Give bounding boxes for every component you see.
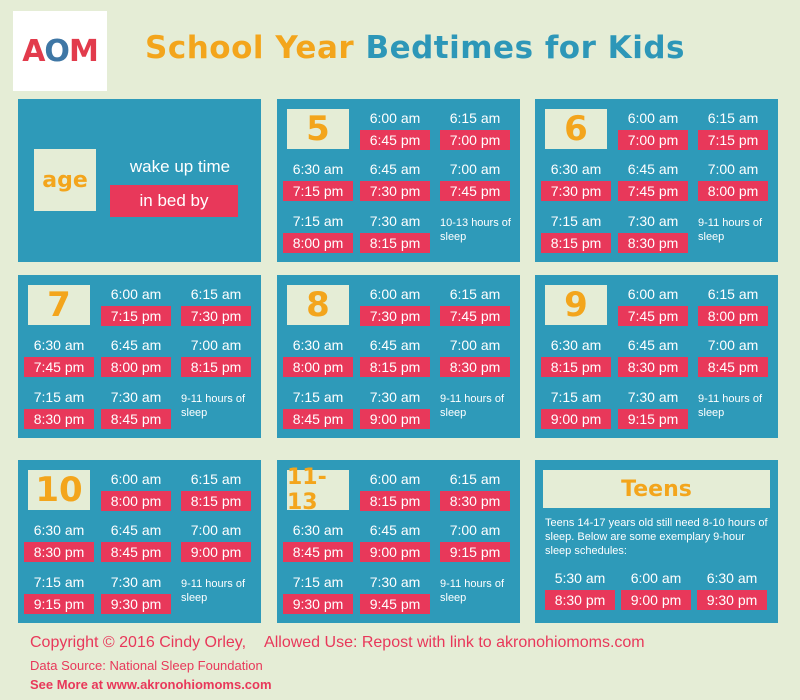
legend-bed-label: in bed by xyxy=(110,185,238,217)
wake-time: 7:15 am xyxy=(33,389,85,405)
sleep-hours-note: 9-11 hours of sleep xyxy=(698,217,763,243)
wake-time: 6:00 am xyxy=(369,110,421,126)
footer-more xyxy=(30,677,272,692)
bed-time: 8:15 pm xyxy=(360,491,430,511)
teens-description: Teens 14-17 years old still need 8-10 hours of sleep. Below are some exemplary 9-hour sleep schedules: xyxy=(545,517,768,557)
wake-time: 6:15 am xyxy=(449,286,501,302)
age-card xyxy=(535,99,778,262)
bed-time: 7:45 pm xyxy=(440,181,510,201)
bed-time: 7:00 pm xyxy=(618,130,688,150)
wake-time: 6:15 am xyxy=(449,110,501,126)
teens-card xyxy=(535,460,778,623)
bed-time: 8:00 pm xyxy=(698,181,768,201)
wake-time: 6:00 am xyxy=(369,286,421,302)
bed-time: 9:45 pm xyxy=(360,594,430,614)
wake-time: 7:15 am xyxy=(292,389,344,405)
bed-time: 9:15 pm xyxy=(24,594,94,614)
wake-time: 6:30 am xyxy=(33,337,85,353)
wake-time: 6:45 am xyxy=(627,337,679,353)
teens-wake-3: 6:30 am xyxy=(706,570,758,586)
teens-bed-3: 9:30 pm xyxy=(697,590,767,610)
bed-time: 7:30 pm xyxy=(181,306,251,326)
bed-time: 8:30 pm xyxy=(24,409,94,429)
bed-time: 8:15 pm xyxy=(181,357,251,377)
wake-time: 7:30 am xyxy=(627,389,679,405)
age-card xyxy=(18,275,261,438)
age-card xyxy=(277,275,520,438)
wake-time: 7:15 am xyxy=(550,213,602,229)
sleep-hours-note: 9-11 hours of sleep xyxy=(440,578,505,604)
wake-time: 6:00 am xyxy=(627,286,679,302)
wake-time: 6:15 am xyxy=(707,286,759,302)
bed-time: 9:00 pm xyxy=(541,409,611,429)
bed-time: 8:45 pm xyxy=(283,409,353,429)
wake-time: 6:00 am xyxy=(110,286,162,302)
age-value: 6 xyxy=(545,109,607,149)
teens-wake-1: 5:30 am xyxy=(554,570,606,586)
age-card xyxy=(277,99,520,262)
bed-time: 8:15 pm xyxy=(360,233,430,253)
sleep-hours-note: 10-13 hours of sleep xyxy=(440,217,511,243)
footer-allowed-use[interactable]: Allowed Use: Repost with link to akronohiomoms.com xyxy=(264,634,645,651)
wake-time: 6:30 am xyxy=(550,161,602,177)
wake-time: 6:45 am xyxy=(627,161,679,177)
wake-time: 7:00 am xyxy=(449,161,501,177)
bed-time: 6:45 pm xyxy=(360,130,430,150)
title-part-1: School Year xyxy=(145,30,355,66)
wake-time: 6:30 am xyxy=(292,522,344,538)
wake-time: 7:00 am xyxy=(707,161,759,177)
bed-time: 7:15 pm xyxy=(698,130,768,150)
age-value: 11-13 xyxy=(287,470,349,510)
wake-time: 7:00 am xyxy=(449,522,501,538)
wake-time: 6:00 am xyxy=(110,471,162,487)
wake-time: 7:00 am xyxy=(190,337,242,353)
bed-time: 9:00 pm xyxy=(181,542,251,562)
footer-more-label: See More at xyxy=(30,677,103,692)
teens-bed-1: 8:30 pm xyxy=(545,590,615,610)
bed-time: 8:30 pm xyxy=(618,233,688,253)
sleep-hours-note: 9-11 hours of sleep xyxy=(698,393,763,419)
wake-time: 7:15 am xyxy=(550,389,602,405)
wake-time: 6:15 am xyxy=(707,110,759,126)
bed-time: 7:00 pm xyxy=(440,130,510,150)
bed-time: 8:00 pm xyxy=(101,357,171,377)
bed-time: 7:15 pm xyxy=(101,306,171,326)
legend-age: age xyxy=(34,149,96,211)
bed-time: 7:45 pm xyxy=(24,357,94,377)
sleep-hours-note: 9-11 hours of sleep xyxy=(181,578,246,604)
wake-time: 7:00 am xyxy=(449,337,501,353)
bed-time: 7:15 pm xyxy=(283,181,353,201)
bed-time: 9:15 pm xyxy=(440,542,510,562)
bed-time: 8:00 pm xyxy=(101,491,171,511)
bed-time: 7:30 pm xyxy=(360,181,430,201)
age-card xyxy=(535,275,778,438)
bed-time: 7:45 pm xyxy=(618,181,688,201)
age-value: 9 xyxy=(545,285,607,325)
teens-title: Teens xyxy=(543,470,770,508)
wake-time: 7:30 am xyxy=(369,389,421,405)
wake-time: 6:45 am xyxy=(110,337,162,353)
bed-time: 8:45 pm xyxy=(101,542,171,562)
bed-time: 8:30 pm xyxy=(440,357,510,377)
wake-time: 6:45 am xyxy=(369,161,421,177)
age-card xyxy=(277,460,520,623)
legend-card xyxy=(18,99,261,262)
wake-time: 6:30 am xyxy=(292,161,344,177)
bed-time: 7:45 pm xyxy=(618,306,688,326)
wake-time: 6:15 am xyxy=(449,471,501,487)
bed-time: 9:00 pm xyxy=(360,542,430,562)
wake-time: 6:45 am xyxy=(369,337,421,353)
bed-time: 8:15 pm xyxy=(360,357,430,377)
bed-time: 8:15 pm xyxy=(541,357,611,377)
bed-time: 9:30 pm xyxy=(283,594,353,614)
age-value: 8 xyxy=(287,285,349,325)
wake-time: 7:30 am xyxy=(369,213,421,229)
bed-time: 8:45 pm xyxy=(283,542,353,562)
wake-time: 6:00 am xyxy=(369,471,421,487)
legend-wake-label: wake up time xyxy=(129,157,231,176)
sleep-hours-note: 9-11 hours of sleep xyxy=(181,393,246,419)
teens-wake-2: 6:00 am xyxy=(630,570,682,586)
bed-time: 8:00 pm xyxy=(698,306,768,326)
wake-time: 7:15 am xyxy=(33,574,85,590)
bed-time: 9:00 pm xyxy=(360,409,430,429)
bed-time: 8:30 pm xyxy=(618,357,688,377)
footer-more-link[interactable]: www.akronohiomoms.com xyxy=(106,677,272,692)
wake-time: 6:30 am xyxy=(33,522,85,538)
wake-time: 7:15 am xyxy=(292,574,344,590)
sleep-hours-note: 9-11 hours of sleep xyxy=(440,393,505,419)
footer-copyright: Copyright © 2016 Cindy Orley, xyxy=(30,634,247,651)
bed-time: 7:30 pm xyxy=(360,306,430,326)
title-part-2: Bedtimes for Kids xyxy=(365,30,685,66)
age-value: 7 xyxy=(28,285,90,325)
footer-source: Data Source: National Sleep Foundation xyxy=(30,658,263,673)
bed-time: 9:30 pm xyxy=(101,594,171,614)
wake-time: 6:30 am xyxy=(292,337,344,353)
bed-time: 8:30 pm xyxy=(24,542,94,562)
age-card xyxy=(18,460,261,623)
wake-time: 6:00 am xyxy=(627,110,679,126)
bed-time: 9:15 pm xyxy=(618,409,688,429)
wake-time: 6:15 am xyxy=(190,286,242,302)
wake-time: 6:45 am xyxy=(369,522,421,538)
wake-time: 6:15 am xyxy=(190,471,242,487)
bed-time: 8:00 pm xyxy=(283,357,353,377)
wake-time: 7:00 am xyxy=(707,337,759,353)
wake-time: 7:30 am xyxy=(110,574,162,590)
wake-time: 7:30 am xyxy=(627,213,679,229)
age-value: 10 xyxy=(28,470,90,510)
wake-time: 7:15 am xyxy=(292,213,344,229)
bed-time: 8:45 pm xyxy=(698,357,768,377)
footer-copyright-line xyxy=(30,634,645,652)
logo-letter-m: M xyxy=(68,33,98,69)
bed-time: 8:00 pm xyxy=(283,233,353,253)
bed-time: 8:15 pm xyxy=(181,491,251,511)
wake-time: 7:30 am xyxy=(110,389,162,405)
logo-letter-o: O xyxy=(44,33,69,69)
bed-time: 7:45 pm xyxy=(440,306,510,326)
bed-time: 8:15 pm xyxy=(541,233,611,253)
wake-time: 7:00 am xyxy=(190,522,242,538)
wake-time: 7:30 am xyxy=(369,574,421,590)
wake-time: 6:30 am xyxy=(550,337,602,353)
page-title xyxy=(30,30,800,66)
logo-letter-a: A xyxy=(22,33,45,69)
age-value: 5 xyxy=(287,109,349,149)
bed-time: 7:30 pm xyxy=(541,181,611,201)
bed-time: 8:45 pm xyxy=(101,409,171,429)
bed-time: 8:30 pm xyxy=(440,491,510,511)
wake-time: 6:45 am xyxy=(110,522,162,538)
teens-bed-2: 9:00 pm xyxy=(621,590,691,610)
